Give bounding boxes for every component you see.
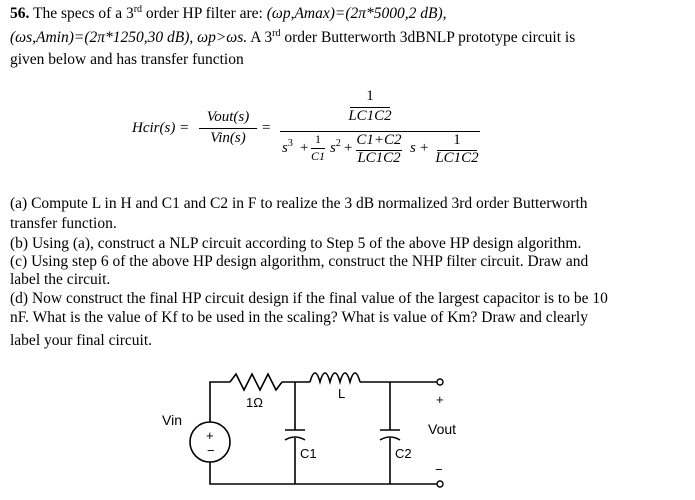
eq-plus-1: + [300,140,309,156]
problem-number: 56. [10,5,30,22]
eq-equals: = [262,120,271,136]
eq-f2-den: LC1C2 [357,150,401,166]
problem-line-2 [10,28,575,47]
eq-f1-num: 1 [315,132,321,146]
vout-label: Vout [428,421,457,437]
line2-text: A 3 [250,29,273,46]
part-d-line-3: label your final circuit. [10,332,153,349]
part-c-line-1: (c) Using step 6 of the above HP design algorithm, construct the NHP filter circuit. Draw and [10,253,589,270]
eq-lhs: Hcir(s) = [132,120,190,136]
eq-bar-1 [199,128,257,129]
eq-top-num: 1 [366,88,374,104]
source-plus: + [206,428,214,443]
line1-text: The specs of a 3 [32,5,134,22]
c2-label: C2 [395,446,412,461]
part-a-line-1: (a) Compute L in H and C1 and C2 in F to realize the 3 dB normalized 3rd order Butterworth [10,195,588,212]
part-c-line-2: label the circuit. [10,271,111,288]
eq-f1-den: C1 [310,149,325,163]
resistor-label: 1Ω [246,395,263,410]
line1-sup: rd [133,3,143,15]
c1-label: C1 [300,446,317,461]
eq-f3-num: 1 [453,132,461,148]
resistor [230,374,282,390]
problem-line-1 [10,4,447,23]
part-b: (b) Using (a), construct a NLP circuit according to Step 5 of the above HP design algorithm. [10,235,582,252]
inductor-label: L [338,386,346,401]
wire-top-left [210,382,230,422]
line2-rest: order Butterworth 3dBNLP prototype circuit is [284,29,576,46]
eq-plus-2: + [344,140,353,156]
eq-vin: Vin(s) [210,130,246,146]
out-terminal-bottom [437,481,443,487]
part-d-line-1: (d) Now construct the final HP circuit design if the final value of the largest capacitor is to be 10 [10,290,608,307]
eq-s: s [410,140,416,156]
out-plus: + [436,392,444,407]
eq-f2-num: C1+C2 [356,132,402,148]
line2-sup: rd [272,27,281,39]
eq-s2: $s^2$ [330,138,341,156]
eq-top-den: LC1C2 [348,108,392,124]
problem-line-3: given below and has transfer function [10,51,244,68]
eq-vout: Vout(s) [206,109,250,125]
vin-label: Vin [162,412,182,428]
wire-ground [210,462,440,484]
source-minus: − [207,443,215,458]
line2-math: (ωs,Amin)=(2π*1250,30 dB), ωp>ωs. [10,29,248,46]
eq-f3-den: LC1C2 [435,150,479,166]
inductor [310,373,360,382]
eq-s3: $s^3$ [282,138,293,156]
out-minus: − [435,462,443,477]
circuit-diagram [150,362,470,497]
line1-rest: order HP filter are: [145,5,263,22]
part-a-line-2: transfer function. [10,215,117,232]
part-d-line-2: nF. What is the value of Kf to be used in the scaling? What is value of Km? Draw and clearly [10,309,588,326]
line1-math: (ωp,Amax)=(2π*5000,2 dB), [266,5,447,22]
out-terminal-top [437,379,443,385]
eq-plus-3: + [420,140,429,156]
